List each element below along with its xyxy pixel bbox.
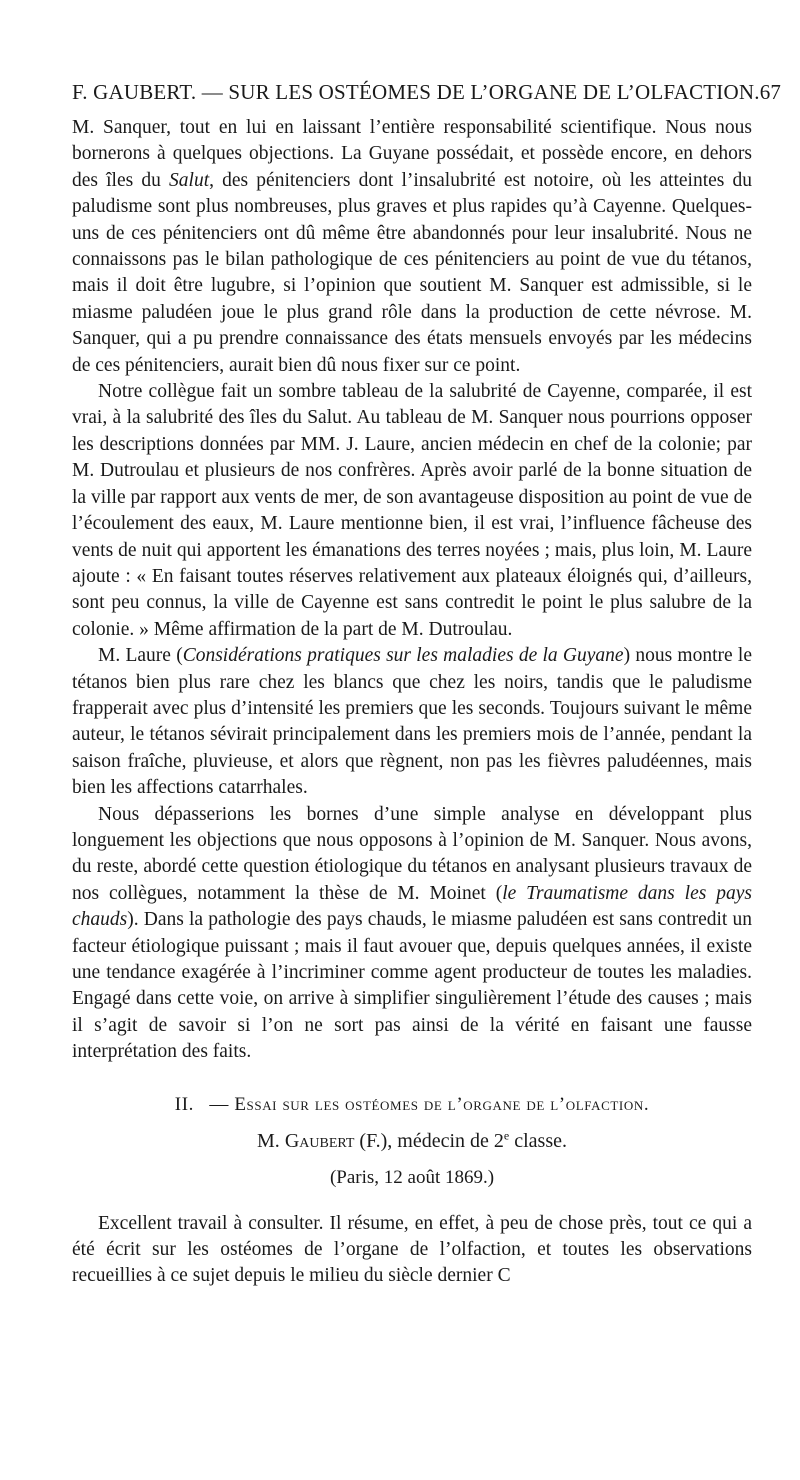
paragraph-1-italic: Salut <box>169 169 210 191</box>
author-role-text-end: classe. <box>514 1129 567 1152</box>
date-line: (Paris, 12 août 1869.) <box>329 1166 495 1188</box>
paragraph-4-text-a: Nous dépasserions les bornes d’une simple analyse en développant plus longuement les objections que nous opposons à l’opinion de M. Sanquer. Nous avons, du reste, abordé cette question étiologique du tétanos en analysant plusieurs travaux de nos collègues, notamment la thèse de M. Moinet ( <box>72 803 752 904</box>
author-name: Gaubert <box>284 1129 355 1152</box>
author-prefix: M. <box>257 1129 280 1152</box>
author-role <box>397 1127 567 1152</box>
running-head <box>72 80 782 105</box>
page-number: 67 <box>759 80 782 104</box>
paragraph-3 <box>72 643 752 801</box>
paragraph-3-italic: Considérations pratiques sur les maladies de la Guyane <box>182 645 624 667</box>
author-role-text: médecin de 2 <box>397 1129 504 1152</box>
author-line <box>72 1127 752 1153</box>
paragraph-4-italic: le Traumatisme dans les pays chauds <box>72 882 752 931</box>
section-dash: — <box>209 1093 229 1115</box>
paragraph-4-text-b: ). Dans la pathologie des pays chauds, le miasme paludéen est sans contredit un facteur étiologique puissant ; mais il faut avouer que, depuis quelques années, il existe une tendance exagérée à l’incriminer comme agent producteur de toutes les maladies. Engagé dans cette voie, on arrive à simplifier singulièrement l’étude des causes ; mais il s’agit de savoir si l’on ne sort pas ainsi de la vérité en faisant une fausse interprétation des faits. <box>72 909 752 1063</box>
paragraph-1-text: M. Sanquer, tout en lui en laissant l’entière responsabilité scientifique. Nous nous bornerons à quelques objections. La Guyane possédait, et possède encore, en dehors des îles du <box>72 117 752 191</box>
paragraph-4 <box>72 802 752 1066</box>
running-head-title: F. GAUBERT. — SUR LES OSTÉOMES DE L’ORGANE DE L’OLFACTION. <box>72 80 760 104</box>
page <box>72 80 782 1290</box>
author-initial: (F.), <box>359 1129 393 1152</box>
paragraph-2: Notre collègue fait un sombre tableau de la salubrité de Cayenne, comparée, il est vrai, à la salubrité des îles du Salut. Au tableau de M. Sanquer nous pourrions opposer les descriptions données par MM. J. Laure, ancien médecin en chef de la colonie; par M. Dutroulau et plusieurs de nos confrères. Après avoir parlé de la bonne situation de la ville par rapport aux vents de mer, de son avantageuse disposition au point de vue de l’écoulement des eaux, M. Laure mentionne bien, il est vrai, l’influence fâcheuse des vents de nuit qui apportent les émanations des terres noyées ; mais, plus loin, M. Laure ajoute : « En faisant toutes réserves relativement aux plateaux éloignés qui, d’ailleurs, sont peu connus, la ville de Cayenne est sans contredit le point le plus salubre de la colonie. » Même affirmation de la part de M. Dutroulau. <box>72 381 752 640</box>
section-number: II. <box>174 1093 194 1115</box>
paragraph-3-text-a: M. Laure ( <box>98 645 183 667</box>
section-heading <box>72 1094 752 1116</box>
author-role-superscript: e <box>503 1127 510 1142</box>
paragraph-1 <box>72 115 752 379</box>
paragraph-3-text-b: ) nous montre le tétanos bien plus rare chez les blancs que chez les noirs, tandis que le paludisme frapperait avec plus d’intensité les premiers que les seconds. Toujours suivant le même auteur, le tétanos sévirait principalement dans les premiers mois de l’année, pendant la saison fraîche, pluvieuse, et alors que règnent, non pas les fièvres paludéennes, mais bien les affections catarrhales. <box>72 645 752 799</box>
section-title: Essai sur les ostéomes de l’organe de l’olfaction. <box>234 1093 650 1115</box>
paragraph-1-text-rest: , des pénitenciers dont l’insalubrité est notoire, où les atteintes du paludisme sont plus nombreuses, plus graves et plus rapides qu’à Cayenne. Quelques-uns de ces pénitenciers ont dû même être abandonnés pour leur insalubrité. Nous ne connaissons pas le bilan pathologique de ces pénitenciers au point de vue du tétanos, mais il doit être lugubre, si l’opinion que soutient M. Sanquer est admissible, si le miasme paludéen joue le plus grand rôle dans la production de cette névrose. M. Sanquer, qui a pu prendre connaissance des états mensuels envoyés par les médecins de ces pénitenciers, aurait bien dû nous fixer sur ce point. <box>72 169 753 376</box>
paragraph-final: Excellent travail à consulter. Il résume, en effet, à peu de chose près, tout ce qui a été écrit sur les ostéomes de l’organe de l’olfaction, et toutes les observations recueillies à ce sujet depuis le milieu du siècle dernier C <box>72 1212 752 1287</box>
